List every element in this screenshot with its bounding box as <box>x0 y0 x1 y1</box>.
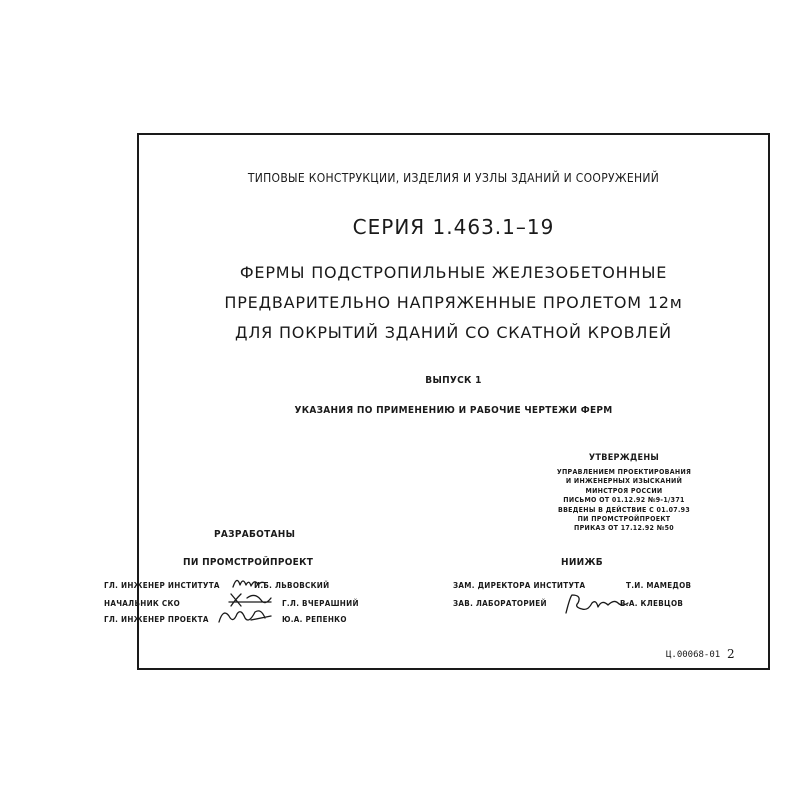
org-left: ПИ ПРОМСТРОЙПРОЕКТ <box>183 557 314 568</box>
signature-klevtsov <box>562 593 632 615</box>
staff-name: Г.Л. ВЧЕРАШНИЙ <box>282 599 359 608</box>
title-line-2: ПРЕДВАРИТЕЛЬНО НАПРЯЖЕННЫЕ ПРОЛЕТОМ 12м <box>224 293 683 312</box>
title-line-3: ДЛЯ ПОКРЫТИЙ ЗДАНИЙ СО СКАТНОЙ КРОВЛЕЙ <box>235 323 672 342</box>
staff-role: ГЛ. ИНЖЕНЕР ИНСТИТУТА <box>104 581 220 590</box>
staff-role: ГЛ. ИНЖЕНЕР ПРОЕКТА <box>104 615 209 624</box>
approved-line: МИНСТРОЯ РОССИИ <box>585 486 663 495</box>
staff-role: ЗАВ. ЛАБОРАТОРИЕЙ <box>453 599 547 608</box>
approved-line: УПРАВЛЕНИЕМ ПРОЕКТИРОВАНИЯ <box>556 468 692 476</box>
document-code: Ц.00068-01 <box>666 650 721 660</box>
approved-line: ПИСЬМО ОТ 01.12.92 №9-1/371 <box>563 496 685 505</box>
staff-name: В.А. КЛЕВЦОВ <box>620 599 684 608</box>
org-right: НИИЖБ <box>561 557 603 568</box>
approved-line: ПРИКАЗ ОТ 17.12.92 №50 <box>574 524 674 533</box>
approved-line: И ИНЖЕНЕРНЫХ ИЗЫСКАНИЙ <box>565 477 683 486</box>
header-line: ТИПОВЫЕ КОНСТРУКЦИИ, ИЗДЕЛИЯ И УЗЛЫ ЗДАНИЙ И СООРУЖЕНИЙ <box>247 171 660 185</box>
approved-heading: УТВЕРЖДЕНЫ <box>588 453 660 463</box>
signature-repenko <box>215 606 275 628</box>
staff-name: Т.И. МАМЕДОВ <box>626 581 692 590</box>
approved-block <box>544 468 704 534</box>
series-title: СЕРИЯ 1.463.1–19 <box>352 215 555 239</box>
staff-role: ЗАМ. ДИРЕКТОРА ИНСТИТУТА <box>453 581 586 590</box>
description: УКАЗАНИЯ ПО ПРИМЕНЕНИЮ И РАБОЧИЕ ЧЕРТЕЖИ ФЕРМ <box>294 405 613 416</box>
developed-label: РАЗРАБОТАНЫ <box>214 529 296 540</box>
approved-line: ВВЕДЕНЫ В ДЕЙСТВИЕ С 01.07.93 <box>557 505 691 514</box>
approved-line: ПИ ПРОМСТРОЙПРОЕКТ <box>577 515 671 524</box>
page-number: 2 <box>727 647 735 661</box>
staff-role: НАЧАЛЬНИК СКО <box>104 599 181 608</box>
staff-name: Ю.А. РЕПЕНКО <box>282 615 347 624</box>
title-sheet-frame <box>104 133 770 670</box>
staff-name: И.Б. ЛЬВОВСКИЙ <box>254 581 330 590</box>
issue-label: ВЫПУСК 1 <box>425 375 482 386</box>
title-line-1: ФЕРМЫ ПОДСТРОПИЛЬНЫЕ ЖЕЛЕЗОБЕТОННЫЕ <box>239 263 668 282</box>
